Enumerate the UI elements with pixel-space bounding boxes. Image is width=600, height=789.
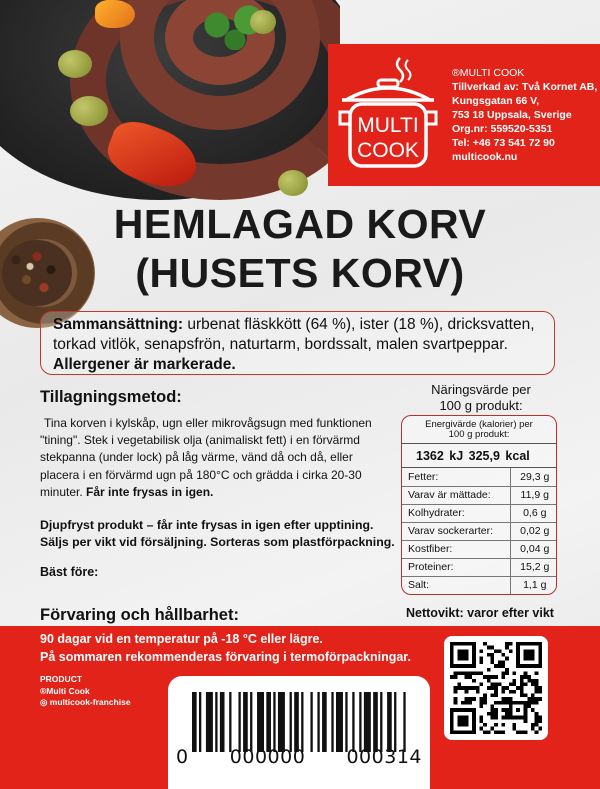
nutrient-label: Kostfiber: [402, 540, 510, 558]
table-row [402, 576, 556, 594]
cooking-refreeze-warning: Får inte frysas in igen. [82, 484, 214, 499]
olive [250, 10, 276, 34]
barcode-digits-right: 000314 [346, 746, 422, 768]
company-info [452, 66, 598, 164]
nutrient-label: Fetter: [402, 468, 510, 486]
nutrient-value: 29,3 g [510, 468, 556, 486]
barcode-digits [176, 746, 422, 768]
product-title [0, 200, 600, 298]
ingredients-box [40, 311, 555, 375]
energy-label-line1: Energivärde (kalorier) per [425, 419, 533, 430]
storage-line2: På sommaren rekommenderas förvaring i termoförpackningar. [40, 650, 411, 664]
nutrient-label: Kolhydrater: [402, 504, 510, 522]
nutrient-value: 1,1 g [510, 576, 556, 594]
nutrition-heading-line1: Näringsvärde per [431, 382, 531, 397]
nutrient-label: Varav är mättade: [402, 486, 510, 504]
table-row [402, 504, 556, 522]
phone-number: Tel: +46 73 541 72 90 [452, 137, 555, 149]
city-address: 753 18 Uppsala, Sverige [452, 109, 572, 121]
manufacturer: Tillverkad av: Två Kornet AB, [452, 81, 598, 93]
street-address: Kungsgatan 66 V, [452, 95, 540, 107]
barcode-digit-first: 0 [176, 746, 189, 768]
storage-text [40, 630, 411, 666]
brand-block [328, 44, 600, 186]
nutrient-value: 11,9 g [510, 486, 556, 504]
nutrition-heading [406, 382, 556, 414]
frozen-line2: Säljs per vikt vid försäljning. Sorteras som plastförpackning. [40, 535, 395, 549]
nutrient-label: Varav sockerarter: [402, 522, 510, 540]
net-weight: Nettovikt: varor efter vikt [406, 606, 554, 620]
table-row [402, 558, 556, 576]
product-credit-line2: ®Multi Cook [40, 685, 90, 696]
frozen-notice [40, 517, 400, 551]
allergens-note: Allergener är markerade. [53, 356, 236, 373]
barcode-digits-left: 000000 [229, 746, 306, 768]
title-line1: HEMLAGAD KORV [113, 201, 487, 247]
product-credit-line1: PRODUCT [40, 674, 83, 684]
energy-label-line2: 100 g produkt: [448, 429, 510, 440]
olive [58, 50, 92, 78]
product-credit-line3: ◎ multicook-franchise [40, 697, 131, 707]
energy-label [402, 416, 556, 444]
product-credit [40, 674, 131, 709]
nutrient-rows [402, 468, 556, 594]
cooking-instructions [40, 415, 390, 501]
best-before: Bäst före: [40, 565, 99, 579]
org-number: Org.nr: 559520-5351 [452, 123, 553, 135]
website: multicook.nu [452, 151, 518, 163]
logo-text-line2: COOK [357, 139, 419, 162]
olive [278, 170, 308, 196]
storage-line1: 90 dagar vid en temperatur på -18 °C eller lägre. [40, 632, 323, 646]
nutrient-label: Proteiner: [402, 558, 510, 576]
bottom-band [0, 626, 600, 789]
table-row [402, 522, 556, 540]
title-line2: (HUSETS KORV) [135, 250, 465, 296]
olive [70, 96, 108, 126]
storage-heading: Förvaring och hållbarhet: [40, 606, 239, 624]
nutrient-value: 15,2 g [510, 558, 556, 576]
nutrient-label: Salt: [408, 579, 430, 592]
table-row [402, 468, 556, 486]
nutrient-value: 0,6 g [510, 504, 556, 522]
barcode-panel [168, 676, 430, 789]
energy-value: 1362 kJ 325,9 kcal [402, 444, 556, 468]
table-row [402, 486, 556, 504]
cooking-heading: Tillagningsmetod: [40, 388, 182, 406]
logo-text-line1: MULTI [357, 114, 419, 137]
nutrition-heading-line2: 100 g produkt: [439, 398, 523, 413]
multicook-logo-icon [338, 54, 438, 172]
cooking-text: Tina korven i kylskåp, ugn eller mikrovågsugn med funktionen "tining". Stek i vegetabilisk olja (animaliskt fett) i en förvärmd stekpanna (under lock) på låg värme, vänd då och då, eller placera i en förvärmd ugn på 180°C och grädda i cirka 20-30 minuter. [40, 416, 372, 499]
nutrient-value: 0,02 g [510, 522, 556, 540]
nutrient-value: 0,04 g [510, 540, 556, 558]
frozen-line1: Djupfryst produkt – får inte frysas in igen efter upptining. [40, 518, 374, 532]
table-row [402, 540, 556, 558]
sausage-photo [0, 0, 340, 205]
ingredients-label: Sammansättning: [53, 316, 184, 333]
nutrition-table [401, 415, 557, 595]
barcode-icon [192, 692, 408, 752]
company-name: ®MULTI COOK [452, 67, 525, 79]
yellow-pepper [95, 0, 135, 28]
qr-code-panel[interactable] [444, 636, 548, 740]
qr-code-icon[interactable] [450, 642, 542, 734]
ingredients-text: urbenat fläskkött (64 %), ister (18 %), dricksvatten, torkad vitlök, senapsfrön, naturtarm, bordssalt, malen svartpeppar. [53, 316, 535, 353]
